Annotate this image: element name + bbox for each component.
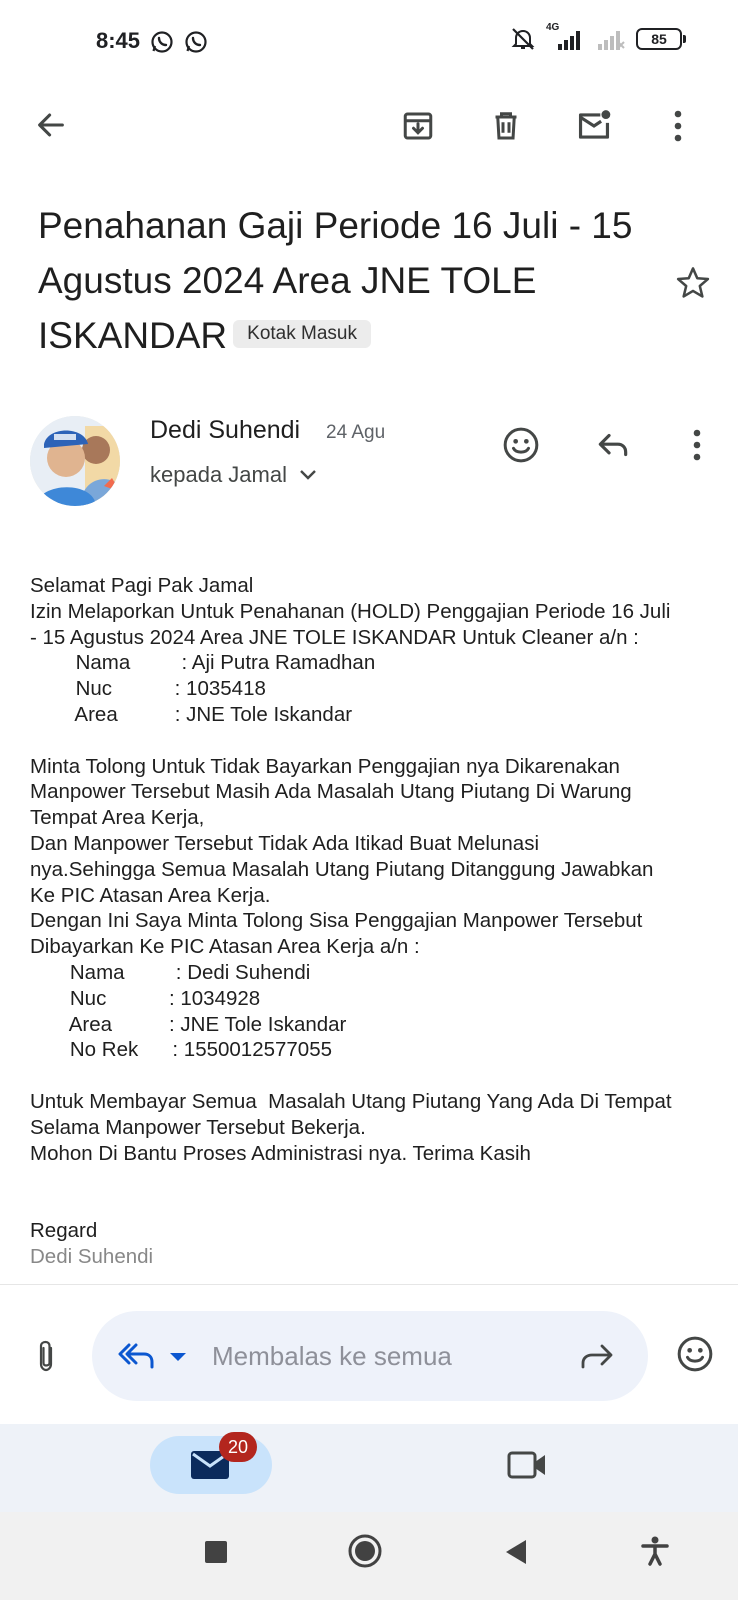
forward-icon[interactable] bbox=[578, 1341, 616, 1371]
body-line: Nuc : 1035418 bbox=[30, 677, 266, 701]
more-vertical-icon[interactable] bbox=[656, 100, 700, 152]
body-line: Ke PIC Atasan Area Kerja. bbox=[30, 883, 271, 907]
attach-icon[interactable] bbox=[24, 1331, 68, 1381]
chevron-down-icon bbox=[299, 469, 317, 481]
body-line: Nuc : 1034928 bbox=[30, 986, 261, 1010]
unread-badge: 20 bbox=[219, 1432, 257, 1462]
reply-all-icon[interactable] bbox=[116, 1341, 156, 1371]
emoji-reaction-icon[interactable] bbox=[496, 420, 546, 470]
reply-compose-field[interactable] bbox=[92, 1311, 648, 1401]
network-type: 4G bbox=[546, 22, 560, 33]
body-spacer bbox=[30, 1166, 720, 1192]
reply-bar bbox=[0, 1284, 738, 1424]
body-line: Area : JNE Tole Iskandar bbox=[30, 1012, 347, 1036]
sender-row bbox=[0, 408, 738, 508]
email-subject bbox=[38, 198, 638, 363]
signature: Dedi Suhendi bbox=[30, 1244, 154, 1268]
status-bar bbox=[0, 0, 738, 86]
body-line: Area : JNE Tole Iskandar bbox=[30, 702, 353, 726]
signal-icon bbox=[596, 26, 626, 52]
body-line: Selamat Pagi Pak Jamal bbox=[30, 574, 254, 597]
body-line: Dibayarkan Ke PIC Atasan Area Kerja a/n : bbox=[30, 935, 420, 959]
signal-icon bbox=[546, 22, 586, 52]
star-icon[interactable] bbox=[668, 258, 718, 308]
body-line: Untuk Membayar Semua Masalah Utang Piutang Yang Ada Di Tempat bbox=[30, 1089, 672, 1113]
system-navigation bbox=[0, 1512, 738, 1600]
caret-down-icon[interactable] bbox=[168, 1351, 188, 1363]
status-indicators bbox=[510, 22, 682, 52]
delete-icon[interactable] bbox=[480, 100, 532, 152]
body-line: Mohon Di Bantu Proses Administrasi nya. Terima Kasih bbox=[30, 1141, 531, 1165]
email-toolbar bbox=[0, 86, 738, 170]
video-icon[interactable] bbox=[500, 1438, 554, 1492]
recipient-text: kepada Jamal bbox=[150, 462, 287, 487]
email-body bbox=[30, 573, 720, 1270]
body-line: Nama : Aji Putra Ramadhan bbox=[30, 651, 376, 675]
body-line: Tempat Area Kerja, bbox=[30, 806, 205, 830]
accessibility-icon[interactable] bbox=[634, 1530, 676, 1572]
recents-icon[interactable] bbox=[196, 1532, 236, 1572]
mute-icon bbox=[510, 26, 536, 52]
battery-level: 85 bbox=[651, 31, 667, 47]
body-line: Izin Melaporkan Untuk Penahanan (HOLD) Penggajian Periode 16 Juli bbox=[30, 599, 671, 623]
body-line: Nama : Dedi Suhendi bbox=[30, 960, 311, 984]
reply-placeholder: Membalas ke semua bbox=[212, 1341, 452, 1371]
battery-icon bbox=[636, 28, 682, 50]
whatsapp-icon bbox=[184, 30, 208, 54]
body-line: Dan Manpower Tersebut Tidak Ada Itikad Buat Melunasi bbox=[30, 831, 539, 855]
message-more-icon[interactable] bbox=[672, 420, 722, 470]
bottom-navigation bbox=[0, 1424, 738, 1512]
body-line: Selama Manpower Tersebut Bekerja. bbox=[30, 1115, 366, 1139]
body-spacer bbox=[30, 1063, 720, 1089]
reply-icon[interactable] bbox=[588, 420, 638, 470]
avatar[interactable] bbox=[30, 416, 120, 506]
status-time: 8:45 bbox=[96, 28, 141, 53]
body-line: Manpower Tersebut Masih Ada Masalah Utang Piutang Di Warung bbox=[30, 780, 632, 804]
whatsapp-icon bbox=[150, 30, 174, 54]
recipient-toggle[interactable] bbox=[150, 462, 317, 488]
emoji-icon[interactable] bbox=[670, 1329, 720, 1379]
body-line: Dengan Ini Saya Minta Tolong Sisa Penggajian Manpower Tersebut bbox=[30, 909, 643, 933]
body-line: No Rek : 1550012577055 bbox=[30, 1038, 333, 1062]
body-spacer bbox=[30, 728, 720, 754]
home-icon[interactable] bbox=[342, 1528, 388, 1574]
body-spacer bbox=[30, 1192, 720, 1218]
email-date: 24 Agu bbox=[326, 422, 386, 443]
back-arrow-icon[interactable] bbox=[26, 100, 76, 150]
body-line: - 15 Agustus 2024 Area JNE TOLE ISKANDAR Untuk Cleaner a/n : bbox=[30, 625, 639, 649]
sender-name[interactable]: Dedi Suhendi bbox=[150, 416, 301, 444]
subject-text: Penahanan Gaji Periode 16 Juli - 15 Agustus 2024 Area JNE TOLE ISKANDAR bbox=[38, 205, 633, 356]
body-line: nya.Sehingga Semua Masalah Utang Piutang Ditanggung Jawabkan bbox=[30, 857, 654, 881]
label-chip[interactable]: Kotak Masuk bbox=[233, 320, 371, 348]
mark-unread-icon[interactable] bbox=[568, 100, 620, 152]
archive-icon[interactable] bbox=[392, 100, 444, 152]
back-icon[interactable] bbox=[496, 1532, 536, 1572]
body-line: Minta Tolong Untuk Tidak Bayarkan Penggajian nya Dikarenakan bbox=[30, 754, 620, 778]
body-line: Regard bbox=[30, 1218, 98, 1242]
